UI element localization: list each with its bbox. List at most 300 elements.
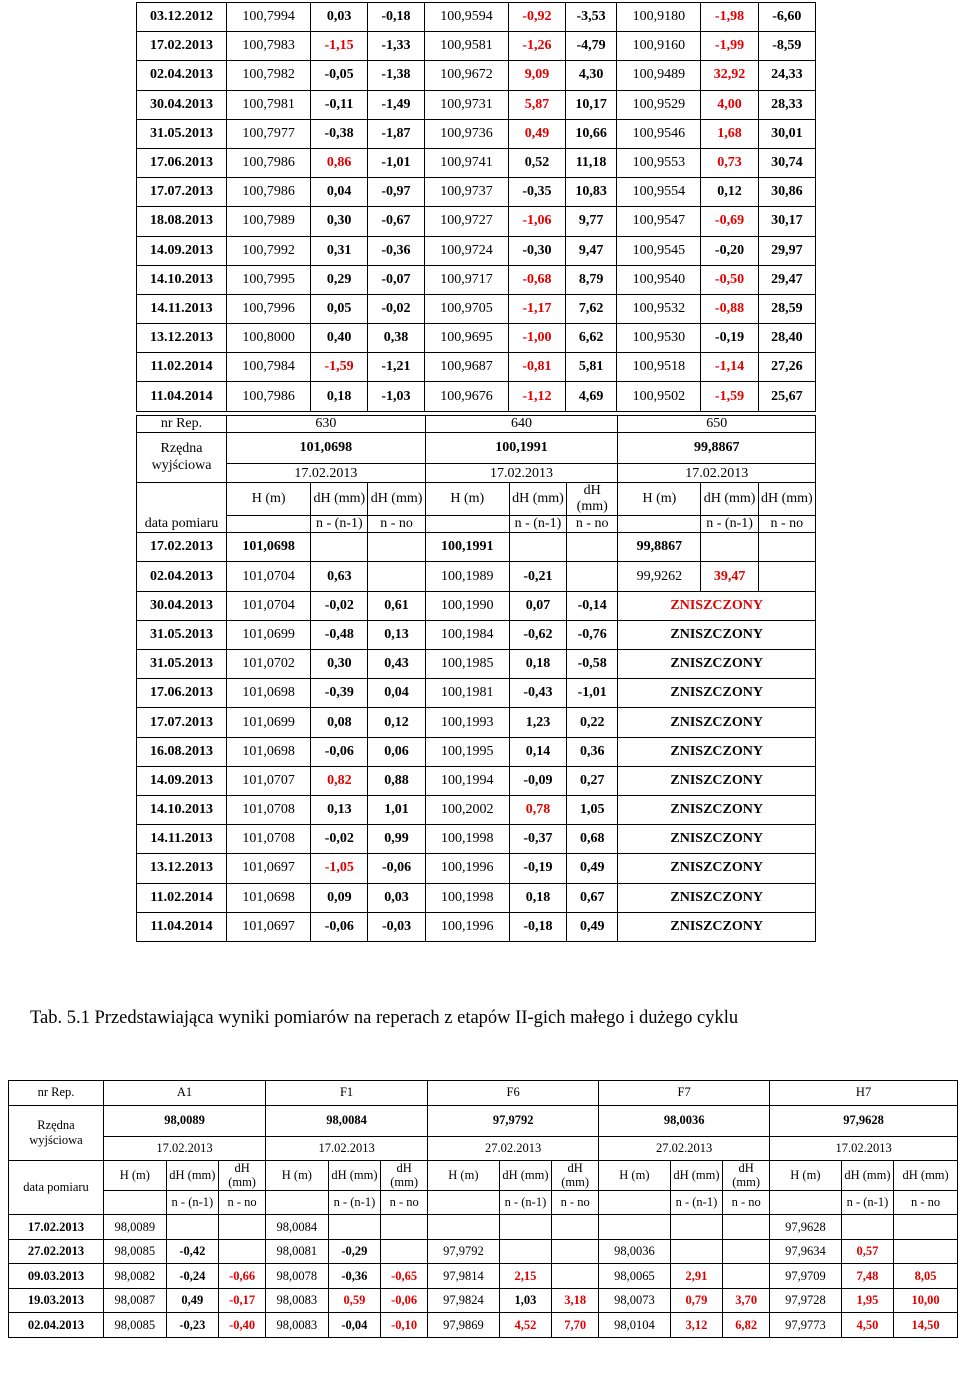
- cell-value: -1,06: [509, 207, 566, 236]
- cell-value: -0,88: [701, 294, 758, 323]
- table-row: [137, 854, 816, 883]
- cell-value: 4,52: [499, 1313, 552, 1338]
- cell-value: 100,9687: [424, 353, 508, 382]
- status-badge: ZNISZCZONY: [618, 591, 816, 620]
- ref-date-f1: 17.02.2013: [266, 1136, 428, 1161]
- rep-a1: A1: [104, 1081, 266, 1106]
- cell-value: 0,18: [509, 650, 566, 679]
- cell-value: -0,14: [567, 591, 618, 620]
- cell-value: -0,04: [328, 1313, 381, 1338]
- cell-value: 100,9502: [617, 382, 701, 411]
- dh-header: dH (mm): [328, 1161, 381, 1191]
- table-row: [137, 650, 816, 679]
- status-badge: ZNISZCZONY: [618, 912, 816, 941]
- cell-value: 100,7996: [227, 294, 311, 323]
- cell-value: -1,12: [509, 382, 566, 411]
- cell-value: 24,33: [758, 61, 815, 90]
- cell-value: -1,01: [368, 148, 425, 177]
- table-reps-a1-h7: [8, 1080, 958, 1338]
- cell-value: 7,48: [841, 1264, 894, 1289]
- row-date: 02.04.2013: [9, 1313, 104, 1338]
- cell-value: -0,38: [311, 119, 368, 148]
- h-value: 101,0704: [227, 562, 311, 591]
- cell-value: -0,11: [311, 90, 368, 119]
- cell-value: 4,69: [565, 382, 616, 411]
- cell-value: -0,50: [701, 265, 758, 294]
- cell-value: [381, 1215, 428, 1240]
- cell-value: 14,50: [894, 1313, 958, 1338]
- table-row: [137, 620, 816, 649]
- cell-value: 100,1990: [425, 591, 509, 620]
- table-row: [9, 1264, 958, 1289]
- cell-value: 100,7992: [227, 236, 311, 265]
- table-row: [137, 708, 816, 737]
- cell-value: 98,0084: [266, 1215, 329, 1240]
- cell-value: 0,31: [311, 236, 368, 265]
- cell-value: 100,9553: [617, 148, 701, 177]
- cell-value: -0,05: [311, 61, 368, 90]
- cell-value: 0,12: [368, 708, 425, 737]
- cell-value: 0,03: [368, 883, 425, 912]
- cell-value: 98,0081: [266, 1239, 329, 1264]
- rzedna-label: Rzędna wyjściowa: [137, 433, 227, 483]
- cell-value: 100,9676: [424, 382, 508, 411]
- n-n1-header: n - (n-1): [166, 1190, 219, 1215]
- cell-value: [670, 1215, 723, 1240]
- cell-value: 30,01: [758, 119, 815, 148]
- cell-value: 100,9545: [617, 236, 701, 265]
- cell-value: -1,87: [368, 119, 425, 148]
- cell-value: -0,03: [368, 912, 425, 941]
- cell-value: 100,1996: [425, 912, 509, 941]
- cell-value: -0,36: [328, 1264, 381, 1289]
- row-date: 14.11.2013: [137, 825, 227, 854]
- cell-value: 0,40: [311, 324, 368, 353]
- cell-value: 101,0698: [227, 679, 311, 708]
- cell-value: 7,62: [565, 294, 616, 323]
- cell-value: -1,03: [368, 382, 425, 411]
- cell-value: 100,7995: [227, 265, 311, 294]
- cell-value: 100,7989: [227, 207, 311, 236]
- cell-value: [599, 1215, 671, 1240]
- cell-value: 98,0083: [266, 1313, 329, 1338]
- cell-value: -1,00: [509, 324, 566, 353]
- cell-value: 100,9736: [424, 119, 508, 148]
- cell-value: 30,86: [758, 178, 815, 207]
- row-date: 11.04.2014: [137, 912, 227, 941]
- cell-value: 100,9731: [424, 90, 508, 119]
- cell-value: -1,59: [311, 353, 368, 382]
- rzedna-f7: 98,0036: [599, 1105, 770, 1136]
- cell-value: [499, 1215, 552, 1240]
- h-header: H (m): [618, 483, 701, 516]
- row-date: 17.02.2013: [9, 1215, 104, 1240]
- table-reps-630-650: [136, 415, 816, 942]
- cell-value: -1,14: [701, 353, 758, 382]
- cell-value: 101,0698: [227, 737, 311, 766]
- cell-value: 101,0707: [227, 766, 311, 795]
- cell-value: [219, 1239, 266, 1264]
- rep-f6: F6: [428, 1081, 599, 1106]
- cell-value: 100,9717: [424, 265, 508, 294]
- ref-date-f6: 27.02.2013: [428, 1136, 599, 1161]
- cell-value: -0,06: [311, 912, 368, 941]
- cell-value: 101,0697: [227, 912, 311, 941]
- cell-value: 100,9741: [424, 148, 508, 177]
- cell-value: -1,01: [567, 679, 618, 708]
- dh-header: dH (mm): [368, 483, 425, 516]
- cell-value: 100,9547: [617, 207, 701, 236]
- rzedna-f6: 97,9792: [428, 1105, 599, 1136]
- rep-h7: H7: [770, 1081, 958, 1106]
- cell-value: 97,9728: [770, 1288, 842, 1313]
- ref-date-640: 17.02.2013: [425, 464, 618, 483]
- cell-value: -0,07: [368, 265, 425, 294]
- cell-value: -0,62: [509, 620, 566, 649]
- status-badge: ZNISZCZONY: [618, 737, 816, 766]
- row-date: 13.12.2013: [137, 324, 227, 353]
- ref-date-630: 17.02.2013: [227, 464, 426, 483]
- cell-value: -0,68: [509, 265, 566, 294]
- cell-value: 0,49: [509, 119, 566, 148]
- cell-value: -0,09: [509, 766, 566, 795]
- table-row: [137, 766, 816, 795]
- dh-header: dH (mm): [701, 483, 758, 516]
- cell-value: -0,40: [219, 1313, 266, 1338]
- table-row: [137, 148, 816, 177]
- cell-value: 100,1996: [425, 854, 509, 883]
- cell-value: 0,30: [311, 207, 368, 236]
- rzedna-h7: 97,9628: [770, 1105, 958, 1136]
- row-date: 14.09.2013: [137, 236, 227, 265]
- row-date: 27.02.2013: [9, 1239, 104, 1264]
- rzedna-f1: 98,0084: [266, 1105, 428, 1136]
- cell-value: 100,1993: [425, 708, 509, 737]
- cell-value: 9,09: [509, 61, 566, 90]
- cell-value: 100,9518: [617, 353, 701, 382]
- cell-value: 98,0085: [104, 1313, 167, 1338]
- cell-value: 1,03: [499, 1288, 552, 1313]
- row-date: 30.04.2013: [137, 591, 227, 620]
- cell-value: 1,05: [567, 795, 618, 824]
- dh-value: 39,47: [701, 562, 758, 591]
- cell-value: 100,7981: [227, 90, 311, 119]
- cell-value: 100,2002: [425, 795, 509, 824]
- h-header: H (m): [770, 1161, 842, 1191]
- cell-value: -0,67: [368, 207, 425, 236]
- cell-value: 0,38: [368, 324, 425, 353]
- dh-header: dH (mm): [567, 483, 618, 516]
- cell-value: 100,9532: [617, 294, 701, 323]
- cell-value: 10,00: [894, 1288, 958, 1313]
- cell-value: -0,76: [567, 620, 618, 649]
- cell-value: 101,0704: [227, 591, 311, 620]
- cell-value: 98,0073: [599, 1288, 671, 1313]
- n-n1-header: n - (n-1): [841, 1190, 894, 1215]
- cell-value: -0,42: [166, 1239, 219, 1264]
- cell-value: 32,92: [701, 61, 758, 90]
- cell-value: -1,99: [701, 32, 758, 61]
- dh-header: dH (mm): [219, 1161, 266, 1191]
- cell-value: 5,87: [509, 90, 566, 119]
- cell-value: -1,98: [701, 3, 758, 32]
- cell-value: 10,17: [565, 90, 616, 119]
- row-date: 14.11.2013: [137, 294, 227, 323]
- dh-header: dH (mm): [894, 1161, 958, 1191]
- status-badge: ZNISZCZONY: [618, 708, 816, 737]
- cell-value: 1,68: [701, 119, 758, 148]
- cell-value: 6,62: [565, 324, 616, 353]
- n-no-header: n - no: [381, 1190, 428, 1215]
- cell-value: -1,05: [311, 854, 368, 883]
- cell-value: 2,15: [499, 1264, 552, 1289]
- n-no-header: n - no: [552, 1190, 599, 1215]
- cell-value: 97,9814: [428, 1264, 500, 1289]
- cell-value: 0,30: [311, 650, 368, 679]
- table-row: [137, 90, 816, 119]
- cell-value: -1,26: [509, 32, 566, 61]
- status-badge: ZNISZCZONY: [618, 650, 816, 679]
- status-badge: ZNISZCZONY: [618, 825, 816, 854]
- cell-value: 3,18: [552, 1288, 599, 1313]
- cell-value: 101,0697: [227, 854, 311, 883]
- cell-value: 30,74: [758, 148, 815, 177]
- cell-value: [894, 1239, 958, 1264]
- cell-value: -0,17: [219, 1288, 266, 1313]
- cell-value: 4,00: [701, 90, 758, 119]
- table-row: [137, 207, 816, 236]
- table-row: [137, 119, 816, 148]
- cell-value: 97,9634: [770, 1239, 842, 1264]
- row-date: 14.10.2013: [137, 795, 227, 824]
- cell-value: 0,49: [567, 912, 618, 941]
- cell-value: 100,8000: [227, 324, 311, 353]
- cell-value: -0,19: [509, 854, 566, 883]
- table-row: [137, 825, 816, 854]
- table-row: [9, 1288, 958, 1313]
- cell-value: 10,66: [565, 119, 616, 148]
- cell-value: 0,13: [311, 795, 368, 824]
- cell-value: -1,15: [311, 32, 368, 61]
- cell-value: -0,06: [368, 854, 425, 883]
- cell-value: 8,05: [894, 1264, 958, 1289]
- cell-value: 0,43: [368, 650, 425, 679]
- row-date: 14.09.2013: [137, 766, 227, 795]
- cell-value: -0,69: [701, 207, 758, 236]
- h-value: 99,9262: [618, 562, 701, 591]
- cell-value: 98,0082: [104, 1264, 167, 1289]
- cell-value: [499, 1239, 552, 1264]
- table-caption: Tab. 5.1 Przedstawiająca wyniki pomiarów na reperach z etapów II-gich małego i dużego cyklu: [30, 1008, 739, 1028]
- cell-value: 27,26: [758, 353, 815, 382]
- cell-value: 98,0104: [599, 1313, 671, 1338]
- rep-f7: F7: [599, 1081, 770, 1106]
- table-row: [137, 3, 816, 32]
- cell-value: 100,1984: [425, 620, 509, 649]
- cell-value: 0,86: [311, 148, 368, 177]
- cell-value: 0,68: [567, 825, 618, 854]
- cell-value: 0,61: [368, 591, 425, 620]
- dh-header: dH (mm): [723, 1161, 770, 1191]
- cell-value: 0,12: [701, 178, 758, 207]
- cell-value: [328, 1215, 381, 1240]
- h-header: H (m): [599, 1161, 671, 1191]
- cell-value: [428, 1215, 500, 1240]
- n-no-header: n - no: [758, 516, 815, 533]
- table-measurements-top: [136, 2, 816, 412]
- status-badge: ZNISZCZONY: [618, 766, 816, 795]
- n-no-header: n - no: [567, 516, 618, 533]
- row-date: 13.12.2013: [137, 854, 227, 883]
- cell-value: -0,02: [368, 294, 425, 323]
- table-row: [137, 912, 816, 941]
- n-n1-header: n - (n-1): [509, 516, 566, 533]
- cell-value: 101,0699: [227, 708, 311, 737]
- table-row: [137, 178, 816, 207]
- cell-value: -0,23: [166, 1313, 219, 1338]
- ref-date-f7: 27.02.2013: [599, 1136, 770, 1161]
- row-date: 31.05.2013: [137, 119, 227, 148]
- cell-value: 100,9737: [424, 178, 508, 207]
- cell-value: -0,10: [381, 1313, 428, 1338]
- cell-value: [723, 1215, 770, 1240]
- cell-value: 0,99: [368, 825, 425, 854]
- rzedna-650: 99,8867: [618, 433, 816, 464]
- cell-value: -6,60: [758, 3, 815, 32]
- h-value: 100,1991: [425, 533, 509, 562]
- h-value: 101,0698: [227, 533, 311, 562]
- cell-value: [166, 1215, 219, 1240]
- cell-value: 29,47: [758, 265, 815, 294]
- cell-value: 100,9705: [424, 294, 508, 323]
- cell-value: -0,66: [219, 1264, 266, 1289]
- cell-value: 0,59: [328, 1288, 381, 1313]
- cell-value: -1,49: [368, 90, 425, 119]
- cell-value: 0,52: [509, 148, 566, 177]
- nr-rep-label: nr Rep.: [137, 416, 227, 433]
- h-header: H (m): [425, 483, 509, 516]
- table-row: [137, 32, 816, 61]
- cell-value: 4,50: [841, 1313, 894, 1338]
- n-no-header: n - no: [368, 516, 425, 533]
- cell-value: 97,9824: [428, 1288, 500, 1313]
- cell-value: 0,27: [567, 766, 618, 795]
- dh-header: dH (mm): [841, 1161, 894, 1191]
- cell-value: -0,18: [368, 3, 425, 32]
- cell-value: 100,9695: [424, 324, 508, 353]
- cell-value: 0,05: [311, 294, 368, 323]
- cell-value: 1,23: [509, 708, 566, 737]
- cell-value: -0,20: [701, 236, 758, 265]
- cell-value: -0,06: [311, 737, 368, 766]
- cell-value: [552, 1239, 599, 1264]
- dh-header: dH (mm): [499, 1161, 552, 1191]
- nr-rep-label: nr Rep.: [9, 1081, 104, 1106]
- cell-value: 98,0083: [266, 1288, 329, 1313]
- rep-640: 640: [425, 416, 618, 433]
- h-value: 99,8867: [618, 533, 701, 562]
- cell-value: 0,06: [368, 737, 425, 766]
- status-badge: ZNISZCZONY: [618, 620, 816, 649]
- row-date: 17.07.2013: [137, 178, 227, 207]
- cell-value: 0,36: [567, 737, 618, 766]
- data-pomiaru-label: data pomiaru: [137, 483, 227, 533]
- cell-value: 100,9724: [424, 236, 508, 265]
- cell-value: -0,39: [311, 679, 368, 708]
- cell-value: 0,08: [311, 708, 368, 737]
- table-row: [137, 324, 816, 353]
- table-row: [137, 353, 816, 382]
- cell-value: 100,9546: [617, 119, 701, 148]
- ref-date-h7: 17.02.2013: [770, 1136, 958, 1161]
- cell-value: 0,14: [509, 737, 566, 766]
- cell-value: -1,38: [368, 61, 425, 90]
- cell-value: [841, 1215, 894, 1240]
- dh-header: dH (mm): [552, 1161, 599, 1191]
- cell-value: 3,70: [723, 1288, 770, 1313]
- row-date: 16.08.2013: [137, 737, 227, 766]
- cell-value: -0,29: [328, 1239, 381, 1264]
- cell-value: 0,18: [311, 382, 368, 411]
- cell-value: 0,79: [670, 1288, 723, 1313]
- cell-value: 28,59: [758, 294, 815, 323]
- status-badge: ZNISZCZONY: [618, 854, 816, 883]
- cell-value: 101,0708: [227, 825, 311, 854]
- cell-value: 100,7982: [227, 61, 311, 90]
- cell-value: 100,9489: [617, 61, 701, 90]
- cell-value: 100,1994: [425, 766, 509, 795]
- cell-value: 100,1981: [425, 679, 509, 708]
- cell-value: 3,12: [670, 1313, 723, 1338]
- cell-value: -0,97: [368, 178, 425, 207]
- cell-value: [723, 1264, 770, 1289]
- cell-value: 100,9529: [617, 90, 701, 119]
- cell-value: 100,7977: [227, 119, 311, 148]
- rep-650: 650: [618, 416, 816, 433]
- cell-value: 97,9773: [770, 1313, 842, 1338]
- n-n1-header: n - (n-1): [701, 516, 758, 533]
- n-n1-header: n - (n-1): [311, 516, 368, 533]
- row-date: 09.03.2013: [9, 1264, 104, 1289]
- table-row: [137, 737, 816, 766]
- dh-header: dH (mm): [381, 1161, 428, 1191]
- cell-value: 0,67: [567, 883, 618, 912]
- row-date: 02.04.2013: [137, 562, 227, 591]
- cell-value: 4,30: [565, 61, 616, 90]
- cell-value: -0,92: [509, 3, 566, 32]
- data-pomiaru-label: data pomiaru: [9, 1161, 104, 1215]
- row-date: 03.12.2012: [137, 3, 227, 32]
- cell-value: 98,0078: [266, 1264, 329, 1289]
- cell-value: 97,9628: [770, 1215, 842, 1240]
- cell-value: 100,7986: [227, 148, 311, 177]
- table-row: [137, 883, 816, 912]
- row-date: 19.03.2013: [9, 1288, 104, 1313]
- cell-value: [723, 1239, 770, 1264]
- cell-value: 97,9709: [770, 1264, 842, 1289]
- rep-630: 630: [227, 416, 426, 433]
- cell-value: 0,13: [368, 620, 425, 649]
- h-value: 100,1989: [425, 562, 509, 591]
- cell-value: 100,1995: [425, 737, 509, 766]
- h-header: H (m): [227, 483, 311, 516]
- cell-value: 0,49: [567, 854, 618, 883]
- table-row: [137, 265, 816, 294]
- table-row: [137, 382, 816, 411]
- n-n1-header: n - (n-1): [328, 1190, 381, 1215]
- row-date: 17.02.2013: [137, 533, 227, 562]
- rep-f1: F1: [266, 1081, 428, 1106]
